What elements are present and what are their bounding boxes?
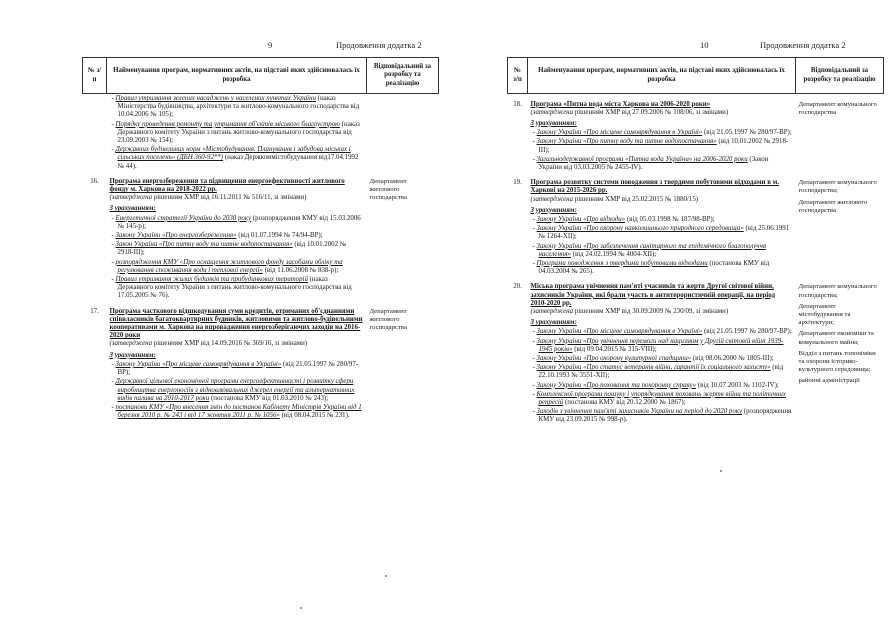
doc-item: - Програми поводження з твердими побутовими відходами (постанова КМУ від 04.03.2004 № 265). <box>532 259 770 276</box>
program-approval: (затверджена рішенням ХМР від 25.02.2015 № 1880/15) <box>530 195 699 203</box>
doc-item: - Порядку проведення ремонту та утримання об'єктів міського благоустрою (наказ Державного комітету України з питань житлово-комунального господарства від 23.09.2003 № 154); <box>111 120 360 145</box>
table-row-program-18 <box>508 101 884 173</box>
doc-item: - Закону України «Про енергозбереження» (від 01.07.1994 № 74/94-ВР); <box>111 232 323 240</box>
basis-label: З урахуванням: <box>530 319 577 327</box>
responsible-cell: Департамент комунального господарства; Департамент містобудування та архітектури; Департамент економіки та комунального майна; Відділ з питань топоніміки та охорони історико-культурного середовища; районні адміністрації <box>798 283 877 385</box>
doc-item: - Закон України «Про питну воду та питне водопостачання» (від 10.01.2002 № 2918-III); <box>111 241 347 257</box>
header-program-name: Найменування програм, нормативних актів, на підставі яких здійснювалась їх розробка <box>528 58 796 94</box>
responsible-cell: Департамент житлового господарства <box>369 307 407 332</box>
doc-item: - Загальнодержавної програми «Питна вода України» на 2006-2020 роки (Закон України від 03.03.2005 № 2455-IV). <box>532 155 769 171</box>
continuation-label: Продовження додатка 2 <box>760 40 846 50</box>
program-number: 19. <box>513 179 522 187</box>
doc-item: - Енергетичної стратегії України до 2030 року (розпорядження КМУ від 15.03.2006 № 145-р); <box>111 214 361 230</box>
program-title: Програма часткового відшкодування суми кредитів, отриманих об'єднаннями співвласників багатоквартирних будинків, житловими та житлово-будівельними кооперативами м. Харкова на впровадження енергозберігаючих заходів на 2016-2020 роки <box>109 307 363 340</box>
table-row-program-19 <box>508 179 884 276</box>
table-row-program-16 <box>83 178 439 301</box>
table-row-carryover <box>83 94 439 171</box>
programs-table <box>507 57 884 425</box>
program-number: 18. <box>513 100 522 108</box>
program-title: Програма розвитку системи поводження з твердими побутовими відходами в м. Харкові на 2015-2026 рр. <box>530 179 780 195</box>
doc-item: - Комплексної програми пошуку і упорядкування поховань жертв війни та політичних репресій (постанова КМУ від 20.12.2000 № 1867); <box>532 390 786 406</box>
program-approval: (затверджена рішенням ХМР від 14.09.2016 № 369/16, зі змінами) <box>109 340 308 348</box>
header-number: № з/п <box>508 58 528 94</box>
right-page <box>448 0 885 624</box>
doc-item: - розпорядження КМУ «Про оснащення житлового фонду засобами обліку та регулювання споживання води і теплової енергії» (від 11.06.2008 № 838-р); <box>111 258 343 274</box>
header-responsible: Відповідальний за розробку та реалізацію <box>796 58 884 94</box>
responsible-cell: Департамент комунального господарства <box>798 100 877 116</box>
programs-table <box>82 57 439 420</box>
program-title: Програма енергозбереження та підвищення енергоефективності житлового фонду м. Харкова на 2018-2022 рр. <box>109 177 345 194</box>
scan-speck <box>300 607 302 609</box>
basis-label: З урахуванням: <box>530 206 577 214</box>
continuation-label: Продовження додатка 2 <box>336 40 422 50</box>
doc-item: - Державної цільової економічної програми енергоефективності і розвитку сфери виробництва енергоносіїв з відновлювальних джерел енергії та альтернативних видів палива на 2010-2017 роки (постанова КМУ від 01.03.2010 № 243); <box>111 378 355 402</box>
table-header-row <box>508 58 884 94</box>
scan-speck <box>720 470 722 472</box>
doc-item: - Закону України «Про місцеве самоврядування в Україні» (від 21.05.1997 № 280/97-ВР); <box>532 328 792 336</box>
header-responsible: Відповідальний за розробку та реалізацію <box>367 58 439 94</box>
table-row-program-17 <box>83 308 439 421</box>
header-number: № з/п <box>83 58 107 94</box>
carryover-docs <box>107 94 367 171</box>
page-number: 9 <box>268 40 273 50</box>
program-approval: (затверджена рішенням ХМР від 16.11.2011 № 516/11, зі змінами) <box>109 194 307 202</box>
basis-label: З урахуванням: <box>109 351 156 359</box>
doc-item: - Заходів з увічнення пам'яті захисників України на період до 2020 року (розпорядження КМУ від 23.09.2015 № 998-р). <box>532 408 792 424</box>
doc-item: - Закону України «Про місцеве самоврядування в Україні» (від 21.05.1997 № 280/97-ВР); <box>111 360 359 377</box>
doc-item: - Закону України «Про увічнення перемоги над нацизмом у Другій світовій війні 1939-1945 років» (від 09.04.2015 № 315-VIII); <box>532 337 784 353</box>
responsible-cell: Департамент житлового господарства <box>369 177 407 202</box>
table-header-row <box>83 58 439 94</box>
doc-item: - Закону України «Про статус ветеранів війни, гарантії їх соціального захисту» (від 22.10.1993 № 3551-XII); <box>532 364 784 380</box>
doc-item: - Закону України «Про відходи» (від 05.03.1998 № 187/98-ВР); <box>532 215 715 223</box>
doc-item: - Правил утримання зелених насаджень у населених пунктах України (наказ Міністерства будівництва, архітектури та житлово-комунального господарства від 10.04.2006 № 105); <box>111 95 360 119</box>
program-approval: (затверджена рішенням ХМР від 30.09.2009 № 230/09, зі змінами) <box>530 307 729 315</box>
left-page <box>6 0 443 624</box>
doc-item: - Закону України «Про питну воду та питне водопостачання» (від 10.01.2002 № 2918-III); <box>532 138 789 154</box>
doc-item: - Правил утримання жилих будинків та прибудинкових територій (наказ Державного комітету України з питань житлово-комунального господарства від 17.05.2005 № 76). <box>111 276 352 300</box>
doc-item: - постанови КМУ «Про внесення змін до постанов Кабінету Міністрів України від 1 березня 2010 р. № 243 і від 17 жовтня 2011 р. № 1056» (від 08.04.2015 № 231). <box>111 403 362 420</box>
program-number: 16. <box>90 177 99 185</box>
responsible-cell: Департамент комунального господарства; Департамент житлового господарства <box>798 179 877 214</box>
basis-label: З урахуванням: <box>109 205 156 213</box>
doc-item: - Закону України «Про забезпечення санітарного та епідемічного благополуччя населення» (від 24.02.1994 № 4004-XII); <box>532 242 767 258</box>
doc-item: - Державних будівельних норм «Містобудування. Планування і забудова міських і сільських поселень» (ДБН 360-92**) (наказ Держкоммістобудування від17.04.1992 № 44). <box>111 146 359 170</box>
basis-label: З урахуванням: <box>530 119 577 127</box>
doc-item: - Закону України «Про поховання та похоронну справу» (від 10.07.2003 № 1102-IV); <box>532 381 779 389</box>
page-number: 10 <box>700 40 709 50</box>
table-row-program-20 <box>508 283 884 424</box>
doc-item: - Закону України «Про місцеве самоврядування в Україні» (від 21.05.1997 № 280/97-ВР); <box>532 129 792 137</box>
scan-speck <box>385 575 387 577</box>
doc-item: - Закону України «Про охорону навколишнього природного середовища» (від 25.06.1991 № 1264-XII); <box>532 225 790 241</box>
doc-item: - Закону України «Про охорону культурної спадщини» (від 08.06.2000 № 1805-III); <box>532 354 774 362</box>
program-title: Програма «Питна вода міста Харкова на 2006-2020 роки» <box>530 100 711 108</box>
program-number: 17. <box>90 307 99 315</box>
header-program-name: Найменування програм, нормативних актів, на підставі яких здійснювалась їх розробка <box>107 58 367 94</box>
program-title: Міська програма увічнення пам'яті учасників та жертв Другої світової війни, захисників України, які брали участь в антитерористичній операції, на період 2010-2020 рр. <box>530 283 776 307</box>
program-number: 20. <box>513 283 522 291</box>
program-approval: (затверджена рішенням ХМР від 27.09.2006 № 108/06, зі змінами) <box>530 108 729 116</box>
